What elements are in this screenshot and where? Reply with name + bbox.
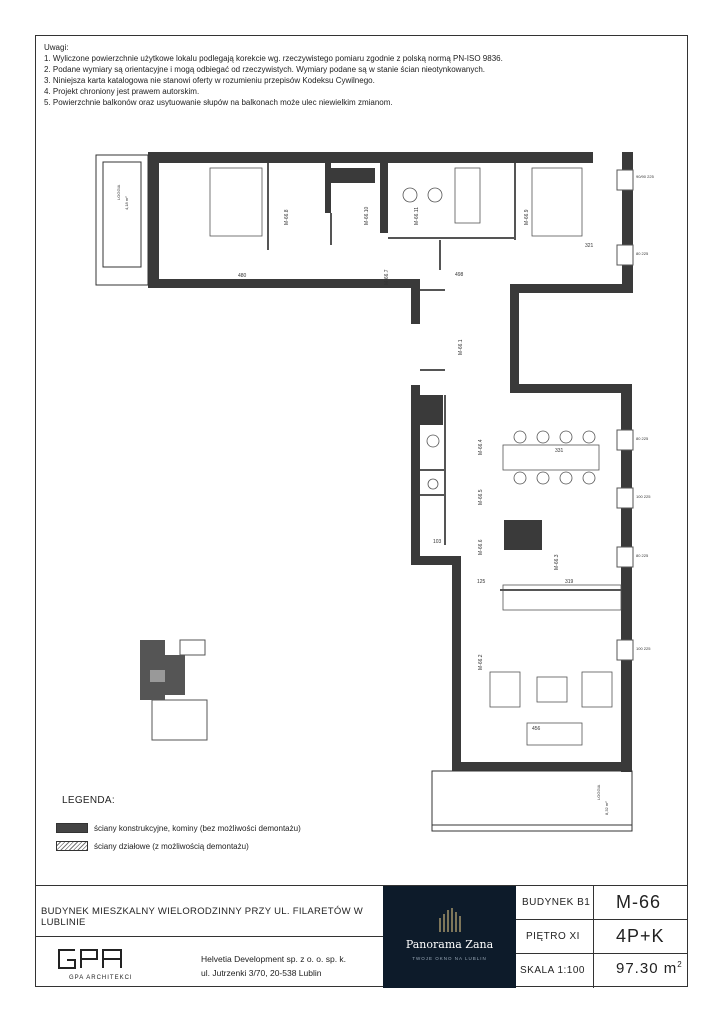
note-item: 1. Wyliczone powierzchnie użytkowe lokalu podlegają korekcie wg. rzeczywistego pomiaru zgodnie z polską normą PN-ISO 9836. bbox=[44, 54, 503, 63]
room-label: M-66.11 bbox=[414, 207, 420, 225]
dimension: 456 bbox=[532, 726, 541, 732]
area-number: 97.30 m bbox=[616, 960, 678, 977]
brand-tagline: TWOJE OKNO NA LUBLIN bbox=[412, 956, 487, 961]
architect-name: GPA ARCHITEKCI bbox=[69, 975, 133, 981]
scale-label: SKALA 1:100 bbox=[520, 965, 585, 976]
room-label: M-66.4 bbox=[478, 439, 484, 455]
dimension: 480 bbox=[238, 273, 247, 279]
building-label-cell bbox=[516, 886, 594, 920]
brand-name: Panorama Zana bbox=[405, 938, 494, 951]
notes-heading: Uwagi: bbox=[44, 43, 69, 52]
window-label: 80 225 bbox=[636, 436, 649, 441]
area-cell bbox=[594, 954, 688, 988]
dimension: 103 bbox=[433, 539, 442, 545]
scale-cell bbox=[516, 954, 594, 988]
floor-label: PIĘTRO XI bbox=[526, 931, 580, 942]
window-label: 90/90 225 bbox=[636, 174, 654, 179]
unit-code: M-66 bbox=[616, 892, 662, 912]
room-label: M-66.1 bbox=[458, 339, 464, 355]
building-label: BUDYNEK B1 bbox=[522, 897, 591, 908]
unit-code-cell bbox=[594, 886, 688, 920]
window-label: 80 225 bbox=[636, 553, 649, 558]
legend-item-partition bbox=[56, 841, 249, 851]
structural-walls bbox=[148, 152, 633, 772]
floor-label-cell bbox=[516, 920, 594, 954]
dimension: 125 bbox=[477, 579, 486, 585]
dimension: 321 bbox=[585, 243, 594, 249]
dimension: 319 bbox=[565, 579, 574, 585]
note-item: 2. Podane wymiary są orientacyjne i mogą odbiegać od rzeczywistych. Wymiary podane są w stanie ścian nieotynkowanych. bbox=[44, 65, 486, 74]
room-label: M-66.10 bbox=[364, 206, 370, 225]
developer-address: ul. Jutrzenki 3/70, 20-538 Lublin bbox=[201, 968, 322, 978]
gpa-logo-icon bbox=[57, 948, 125, 972]
title-block bbox=[35, 885, 688, 988]
legend-title: LEGENDA: bbox=[62, 795, 115, 806]
window-label: 100 225 bbox=[636, 646, 651, 651]
key-plan bbox=[140, 640, 207, 740]
balcony-label: LOGGIA bbox=[596, 784, 601, 800]
balcony-area: 8,32 m² bbox=[604, 801, 609, 815]
developer-name: Helvetia Development sp. z o. o. sp. k. bbox=[201, 954, 347, 964]
divider bbox=[35, 936, 383, 937]
room-label: M-66.5 bbox=[478, 489, 484, 505]
window-label: 80 225 bbox=[636, 251, 649, 256]
window-labels bbox=[636, 174, 655, 651]
title-block-right bbox=[516, 886, 688, 988]
balcony-area: 4,18 m² bbox=[124, 196, 129, 210]
note-item: 5. Powierzchnie balkonów oraz usytuowanie słupów na balkonach może ulec niewielkim zmianom. bbox=[44, 98, 393, 107]
dimension: 331 bbox=[555, 448, 564, 454]
room-label: M-66.8 bbox=[284, 209, 290, 225]
room-label: M-66.6 bbox=[478, 539, 484, 555]
area-unit-sup: 2 bbox=[677, 960, 683, 969]
area-value bbox=[616, 960, 683, 977]
title-block-left bbox=[35, 886, 384, 988]
legend-item-structural bbox=[56, 823, 301, 833]
legend-label: ściany konstrukcyjne, kominy (bez możliwości demontażu) bbox=[94, 823, 301, 833]
brand-panel bbox=[383, 886, 516, 988]
partition-walls bbox=[268, 163, 621, 590]
dimension: 498 bbox=[455, 272, 464, 278]
balcony-label: LOGGIA bbox=[116, 184, 121, 200]
note-item: 4. Projekt chroniony jest prawem autorskim. bbox=[44, 87, 200, 96]
room-label: M-66.3 bbox=[554, 554, 560, 570]
building-name: BUDYNEK MIESZKALNY WIELORODZINNY PRZY UL. FILARETÓW W LUBLINIE bbox=[41, 906, 364, 928]
developer-info bbox=[201, 952, 346, 980]
room-label: M-66.7 bbox=[384, 269, 390, 285]
dark-swatch-icon bbox=[56, 823, 88, 833]
room-label: M-66.9 bbox=[524, 209, 530, 225]
building-logo-icon bbox=[434, 906, 464, 934]
legend-label: ściany działowe (z możliwością demontażu) bbox=[94, 841, 249, 851]
room-labels bbox=[284, 206, 560, 670]
room-label: M-66.2 bbox=[478, 654, 484, 670]
note-item: 3. Niniejsza karta katalogowa nie stanowi oferty w rozumieniu przepisów Kodeksu Cywilnego. bbox=[44, 76, 375, 85]
layout-value: 4P+K bbox=[616, 926, 665, 946]
window-label: 100 225 bbox=[636, 494, 651, 499]
hatch-swatch-icon bbox=[56, 841, 88, 851]
layout-cell bbox=[594, 920, 688, 954]
